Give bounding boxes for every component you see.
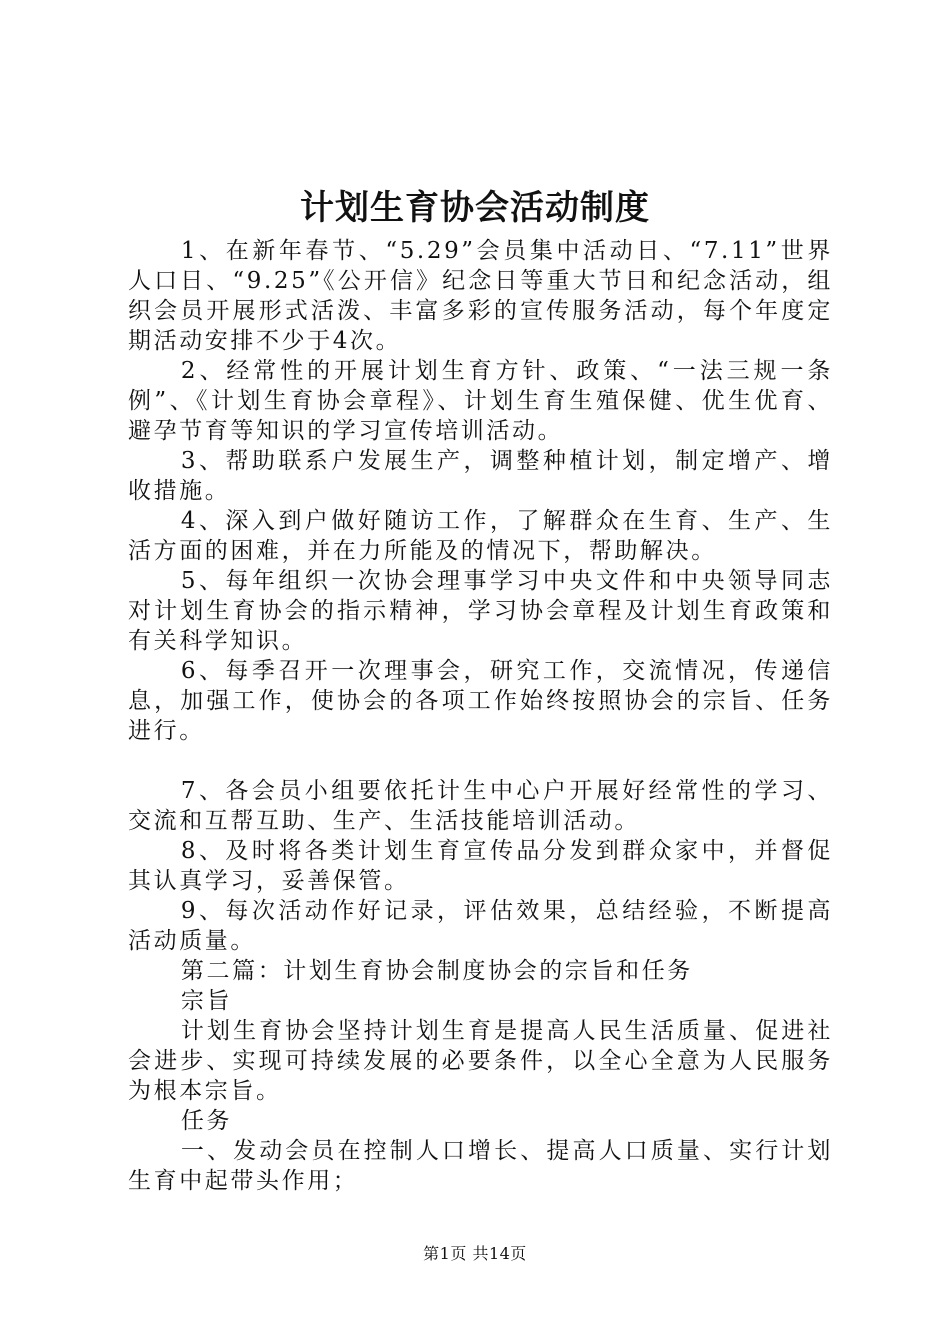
page-indicator: 第1页 共14页 xyxy=(423,1244,527,1263)
purpose-text: 计划生育协会坚持计划生育是提高人民生活质量、促进社会进步、实现可持续发展的必要条件，以全心全意为人民服务为根本宗旨。 xyxy=(128,1018,833,1104)
paragraph-1: 1、在新年春节、“5.29”会员集中活动日、“7.11”世界人口日、“9.25”《公开信》纪念日等重大节日和纪念活动，组织会员开展形式活泼、丰富多彩的宣传服务活动，每个年度定期活动安排不少于4次。 xyxy=(128,238,833,354)
paragraph-2: 2、经常性的开展计划生育方针、政策、“一法三规一条例”、《计划生育协会章程》、计划生育生殖保健、优生优育、避孕节育等知识的学习宣传培训活动。 xyxy=(128,358,833,444)
paragraph-9: 9、每次活动作好记录，评估效果，总结经验，不断提高活动质量。 xyxy=(128,898,833,954)
paragraph-8: 8、及时将各类计划生育宣传品分发到群众家中，并督促其认真学习，妥善保管。 xyxy=(128,838,833,894)
subheading-purpose: 宗旨 xyxy=(180,988,233,1014)
paragraph-5: 5、每年组织一次协会理事学习中央文件和中央领导同志对计划生育协会的指示精神，学习协会章程及计划生育政策和有关科学知识。 xyxy=(128,568,833,654)
section-heading: 第二篇：计划生育协会制度协会的宗旨和任务 xyxy=(180,958,693,984)
paragraph-4: 4、深入到户做好随访工作，了解群众在生育、生产、生活方面的困难，并在力所能及的情况下，帮助解决。 xyxy=(128,508,833,564)
document-body xyxy=(128,236,833,1196)
blank-line xyxy=(128,746,833,776)
paragraph-3: 3、帮助联系户发展生产，调整种植计划，制定增产、增收措施。 xyxy=(128,448,833,504)
paragraph-7: 7、各会员小组要依托计生中心户开展好经常性的学习、交流和互帮互助、生产、生活技能培训活动。 xyxy=(128,778,833,834)
paragraph-6: 6、每季召开一次理事会，研究工作，交流情况，传递信息，加强工作，使协会的各项工作始终按照协会的宗旨、任务进行。 xyxy=(128,658,833,744)
task-1: 一、发动会员在控制人口增长、提高人口质量、实行计划生育中起带头作用； xyxy=(128,1138,833,1194)
document-title: 计划生育协会活动制度 xyxy=(300,188,650,228)
subheading-tasks: 任务 xyxy=(180,1108,233,1134)
